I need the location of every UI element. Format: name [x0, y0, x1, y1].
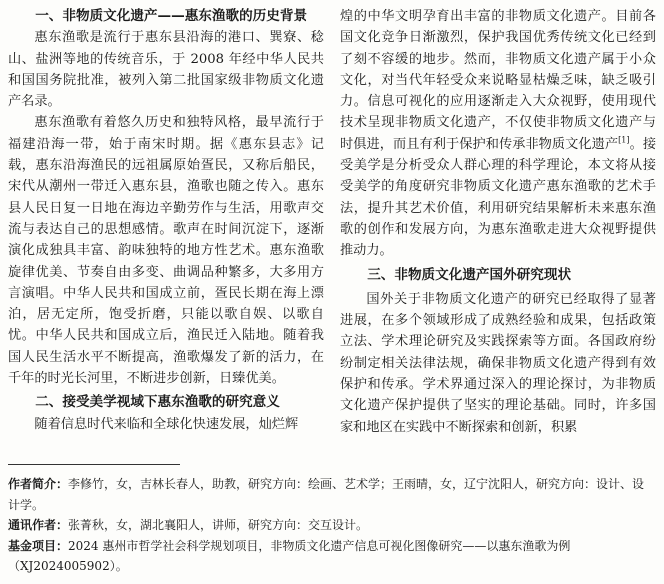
footnotes — [8, 474, 656, 577]
corresponding-author-note — [8, 515, 656, 536]
paragraph: 惠东渔歌是流行于惠东县沿海的港口、巽寮、稔山、盐洲等地的传统音乐，于 2008 年经中华人民共和国国务院批准，被列入第二批国家级非物质文化遗产名录。 — [8, 30, 324, 110]
citation-marker[interactable]: [1] — [618, 135, 630, 145]
right-column — [340, 6, 656, 438]
paragraph-text: 煌的中华文明孕育出丰富的非物质文化遗产。目前各国文化竞争日渐激烈，保护我国优秀传统文化已经到了刻不容缓的地步。然而，非物质文化遗产属于小众文化，对当代年轻受众来说略显枯燥乏味，缺乏吸引力。信息可视化的应用逐渐走入大众视野，使用现代技术呈现非物质文化遗产，不仅使非物质文化遗产与时俱进，而且有利于保护和传承非物质文化遗产 — [340, 9, 656, 152]
paragraph: 惠东渔歌有着悠久历史和独特风格，最早流行于福建沿海一带，始于南宋时期。据《惠东县志》记载，惠东沿海渔民的远祖属原始疍民，又称后船民，宋代从潮州一带迁入惠东县，渔歌也随之传入。惠东县人民日复一日地在海边辛勤劳作与生活，用歌声交流与表达自己的思想感情。歌声在时间沉淀下，逐渐演化成独具丰富、韵味独特的地方性艺术。惠东渔歌旋律优美、节奏自由多变、曲调品种繁多，大多用方言演唱。中华人民共和国成立前，疍民长期在海上漂泊，居无定所，饱受折磨，只能以歌自娱、以歌自忧。中华人民共和国成立后，渔民迁入陆地。随着我国人民生活水平不断提高，渔歌爆发了新的活力，在千年的时光长河里，不断进步创新，日臻优美。 — [8, 115, 324, 387]
paragraph: 国外关于非物质文化遗产的研究已经取得了显著进展，在多个领域形成了成熟经验和成果，包括政策立法、学术理论研究及实践探索等方面。各国政府纷纷制定相关法律法规，确保非物质文化遗产得到有效保护和传承。学术界通过深入的理论探讨，为非物质文化遗产保护提供了坚实的理论基础。同时，许多国家和地区在实践中不断探索和创新，积累 — [340, 291, 656, 435]
funding-note — [8, 536, 656, 577]
author-note — [8, 474, 656, 515]
paragraph-continued — [340, 6, 656, 262]
fund-text: 2024 惠州市哲学社会科学规划项目，非物质文化遗产信息可视化图像研究——以惠东渔歌为例（XJ2024005902）。 — [8, 538, 571, 573]
section-heading-2: 二、接受美学视域下惠东渔歌的研究意义 — [35, 394, 280, 411]
author-text: 李修竹，女，吉林长春人，助教，研究方向：绘画、艺术学；王雨晴，女，辽宁沈阳人，研究方向：设计、设计学。 — [8, 477, 645, 512]
corr-label: 通讯作者： — [8, 518, 69, 532]
fund-label: 基金项目： — [8, 538, 69, 553]
author-label: 作者简介： — [8, 477, 69, 491]
paragraph: 随着信息时代来临和全球化快速发展，灿烂辉 — [34, 416, 299, 432]
footnote-divider — [8, 464, 180, 465]
left-column — [8, 6, 324, 435]
paragraph-text: 。接受美学是分析受众人群心理的科学理论，本文将从接受美学的角度研究非物质文化遗产惠东渔歌的艺术手法，提升其艺术价值，利用研究结果解析未来惠东渔歌的创作和发展方向，为惠东渔歌走进大众视野提供推动力。 — [340, 136, 657, 259]
section-heading-1: 一、非物质文化遗产——惠东渔歌的历史背景 — [35, 8, 308, 24]
section-heading-3: 三、非物质文化遗产国外研究现状 — [367, 266, 572, 283]
corr-text: 张菁秋，女，湖北襄阳人，讲师，研究方向：交互设计。 — [68, 518, 369, 532]
